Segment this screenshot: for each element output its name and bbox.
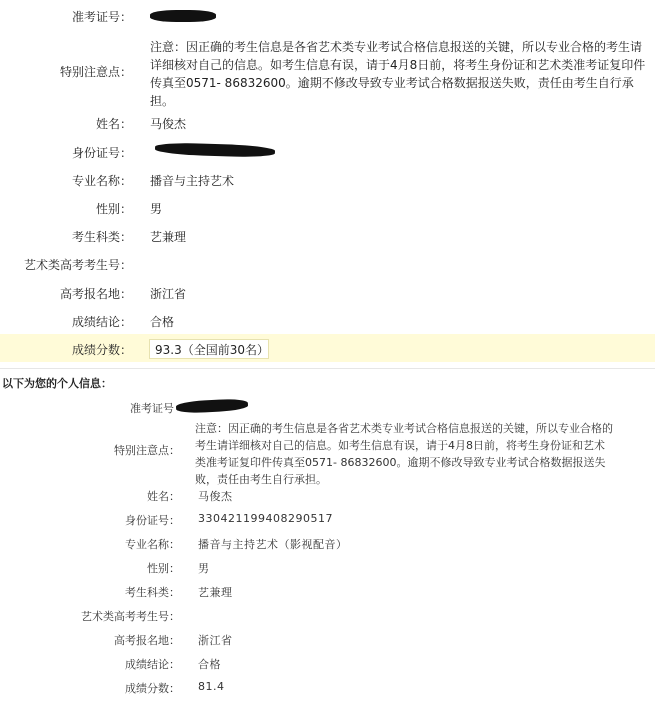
ticket-label: 准考证号：: [71, 10, 132, 24]
gender-value: 男: [150, 202, 163, 216]
special-note-text: 注意：因正确的考生信息是各省艺术类专业考试合格信息报送的关键，所以专业合格的考生请详细核对自己的信息。如考生信息有误，请于4月8日前，将考生身份证和艺术类准考证复印件传真至0571- 86832600。逾期不修改导致专业考试合格数据报送失败，责任由考生自行承担。: [195, 422, 613, 486]
subject-label: 考生科类：: [125, 586, 180, 599]
special-note-text: 注意：因正确的考生信息是各省艺术类专业考试合格信息报送的关键，所以专业合格的考生请详细核对自己的信息。如考生信息有误，请于4月8日前，将考生身份证和艺术类准考证复印件传真至0571- 86832600。逾期不修改导致专业考试合格数据报送失败，责任由考生自行承担。: [150, 40, 646, 108]
exam-place-value: 浙江省: [198, 634, 233, 647]
name-label: 姓名：: [95, 117, 132, 131]
subject-value: 艺兼理: [150, 230, 187, 244]
ticket-label: 准考证号: [130, 402, 174, 415]
subject-value: 艺兼理: [198, 586, 233, 599]
result-label: 成绩结论：: [125, 658, 180, 671]
gender-value: 男: [198, 562, 210, 575]
result-value: 合格: [198, 658, 221, 671]
score-value: 81.4: [198, 680, 225, 693]
redaction-mark: [176, 398, 249, 414]
major-value: 播音与主持艺术（影视配音）: [198, 538, 348, 551]
art-exam-no-label: 艺术类高考考生号：: [81, 610, 180, 623]
result-label: 成绩结论：: [71, 315, 132, 329]
major-label: 专业名称：: [125, 538, 180, 551]
major-label: 专业名称：: [71, 174, 132, 188]
special-note-label: 特别注意点：: [114, 444, 180, 457]
score-value: 93.3（全国前30名）: [155, 343, 269, 357]
name-value: 马俊杰: [198, 490, 233, 503]
name-value: 马俊杰: [150, 117, 187, 131]
exam-place-value: 浙江省: [150, 287, 187, 301]
id-label: 身份证号：: [71, 146, 132, 160]
name-label: 姓名：: [147, 490, 180, 503]
gender-label: 性别：: [95, 202, 132, 216]
score-label: 成绩分数：: [125, 682, 180, 695]
score-label: 成绩分数：: [71, 343, 132, 357]
redaction-mark: [150, 10, 216, 22]
gender-label: 性别：: [147, 562, 180, 575]
major-value: 播音与主持艺术: [150, 174, 235, 188]
exam-place-label: 高考报名地：: [59, 287, 132, 301]
exam-place-label: 高考报名地：: [114, 634, 180, 647]
section-title: 以下为您的个人信息：: [2, 377, 112, 390]
section-divider: [0, 368, 655, 369]
redaction-mark: [155, 142, 275, 158]
id-label: 身份证号：: [125, 514, 180, 527]
id-value: 330421199408290517: [198, 512, 333, 525]
art-exam-no-label: 艺术类高考考生号：: [23, 258, 132, 272]
special-note-label: 特别注意点：: [59, 65, 132, 79]
subject-label: 考生科类：: [71, 230, 132, 244]
result-value: 合格: [150, 315, 175, 329]
